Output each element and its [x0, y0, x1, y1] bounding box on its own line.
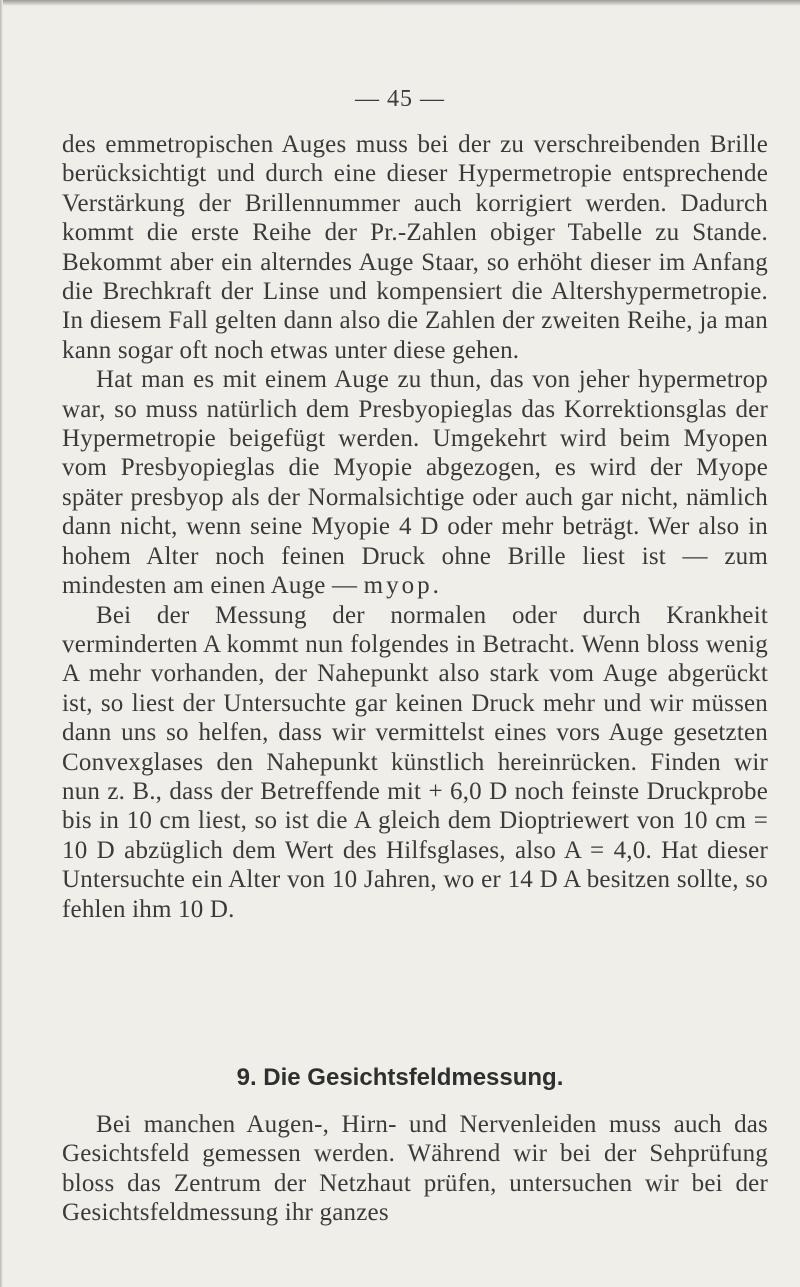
paragraph-4: Bei manchen Augen-, Hirn- und Nervenleiden muss auch das Gesichtsfeld gemessen werden. Während wir bei der Sehprüfung bloss das Zentrum der Netzhaut prüfen, untersuchen wir bei der Gesichtsfeldmessung ihr ganzes	[62, 1111, 768, 1227]
page-number: — 45 —	[355, 86, 445, 112]
scan-edge-top	[0, 0, 800, 6]
scan-edge-left	[0, 0, 3, 1287]
paragraph-2-emphasis: myop.	[363, 572, 442, 600]
body-text-lower	[62, 1110, 768, 1228]
paragraph-2-text: Hat man es mit einem Auge zu thun, das von jeher hypermetrop war, so muss natürlich dem Presbyopieglas das Korrektionsglas der Hypermetropie beigefügt werden. Umgekehrt wird beim Myopen vom Presbyopieglas die Myopie abgezogen, es wird der Myope später presbyop als der Normalsichtige oder auch gar nicht, nämlich dann nicht, wenn seine Myopie 4 D oder mehr beträgt. Wer also in hohem Alter noch feinen Druck ohne Brille liest ist — zum mindesten am einen Auge —	[62, 366, 768, 600]
paragraph-1: des emmetropischen Auges muss bei der zu verschreibenden Brille berücksichtigt und durch eine dieser Hypermetropie entsprechende Verstärkung der Brillennummer auch korrigiert werden. Dadurch kommt die erste Reihe der Pr.-Zahlen obiger Tabelle zu Stande. Bekommt aber ein alterndes Auge Staar, so erhöht dieser im Anfang die Brechkraft der Linse und kompensiert die Altershypermetropie. In diesem Fall gelten dann also die Zahlen der zweiten Reihe, ja man kann sogar oft noch etwas unter diese gehen.	[62, 131, 768, 364]
paragraph-3: Bei der Messung der normalen oder durch Krankheit verminderten A kommt nun folgendes in Betracht. Wenn bloss wenig A mehr vorhanden, der Nahepunkt also stark vom Auge abgerückt ist, so liest der Untersuchte gar keinen Druck mehr und wir müssen dann uns so helfen, dass wir vermittelst eines vors Auge gesetzten Convexglases den Nahepunkt künstlich hereinrücken. Finden wir nun z. B., dass der Betreffende mit + 6,0 D noch feinste Druckprobe bis in 10 cm liest, so ist die A gleich dem Dioptriewert von 10 cm = 10 D abzüglich dem Wert des Hilfsglases, also A = 4,0. Hat dieser Untersuchte ein Alter von 10 Jahren, wo er 14 D A besitzen sollte, so fehlen ihm 10 D.	[62, 601, 768, 923]
section-heading: 9. Die Gesichtsfeldmessung.	[236, 1064, 564, 1091]
body-text-upper	[62, 130, 768, 924]
paragraph-2	[62, 365, 768, 600]
